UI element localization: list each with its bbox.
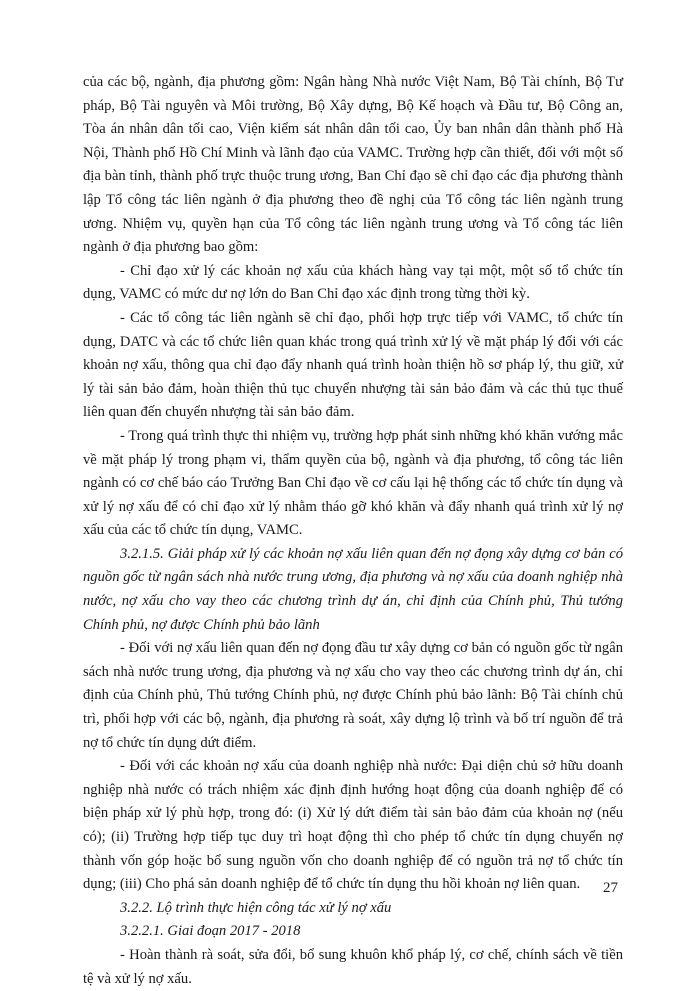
section-heading-3-2-2-1: 3.2.2.1. Giai đoạn 2017 - 2018 — [120, 923, 301, 940]
paragraph-bullet-5: - Đối với các khoản nợ xấu của doanh nghiệp nhà nước: Đại diện chủ sở hữu doanh nghiệp nhà nước có trách nhiệm xác định định hướng hoạt động của doanh nghiệp để có biện pháp xử lý phù hợp, trong đó: (i) Xử lý dứt điểm tài sản bảo đảm của khoản nợ (nếu có); (ii) Trường hợp tiếp tục duy trì hoạt động thì cho phép tổ chức tín dụng chuyển nợ thành vốn góp hoặc bổ sung nguồn vốn cho doanh nghiệp để có nguồn trả nợ tổ chức tín dụng; (iii) Cho phá sản doanh nghiệp để tổ chức tín dụng thu hồi khoản nợ liên quan. — [83, 758, 623, 893]
paragraph-bullet-1: - Chỉ đạo xử lý các khoản nợ xấu của khách hàng vay tại một, một số tổ chức tín dụng, VAMC có mức dư nợ lớn do Ban Chỉ đạo xác định trong từng thời kỳ. — [83, 262, 623, 303]
page-body — [83, 71, 623, 991]
paragraph-continued-members: của các bộ, ngành, địa phương gồm: Ngân hàng Nhà nước Việt Nam, Bộ Tài chính, Bộ Tư pháp, Bộ Tài nguyên và Môi trường, Bộ Xây dựng, Bộ Kế hoạch và Đầu tư, Bộ Công an, Tòa án nhân dân tối cao, Viện kiểm sát nhân dân tối cao, Ủy ban nhân dân thành phố Hà Nội, Thành phố Hồ Chí Minh và lãnh đạo của VAMC. Trường hợp cần thiết, đối với một số địa bàn tỉnh, thành phố trực thuộc trung ương, Ban Chỉ đạo sẽ chỉ đạo các địa phương thành lập Tổ công tác liên ngành ở địa phương theo đề nghị của Tổ công tác liên ngành trung ương. Nhiệm vụ, quyền hạn của Tổ công tác liên ngành trung ương và Tổ công tác liên ngành ở địa phương bao gồm: — [83, 74, 623, 256]
paragraph-bullet-4: - Đối với nợ xấu liên quan đến nợ đọng đầu tư xây dựng cơ bản có nguồn gốc từ ngân sách nhà nước trung ương, địa phương và nợ xấu cho vay theo các chương trình dự án, chỉ định của Chính phủ, Thủ tướng Chính phủ, nợ được Chính phủ bảo lãnh: Bộ Tài chính chủ trì, phối hợp với các bộ, ngành, địa phương rà soát, xây dựng lộ trình và bố trí nguồn để trả nợ tổ chức tín dụng dứt điểm. — [83, 640, 623, 751]
paragraph-bullet-3: - Trong quá trình thực thi nhiệm vụ, trường hợp phát sinh những khó khăn vướng mắc về mặt pháp lý trong phạm vi, thẩm quyền của bộ, ngành và địa phương, tổ công tác liên ngành có cơ chế báo cáo Trưởng Ban Chỉ đạo về cơ cấu lại hệ thống các tổ chức tín dụng và xử lý nợ xấu để có chỉ đạo xử lý nhằm tháo gỡ khó khăn và đẩy nhanh quá trình xử lý nợ xấu của các tổ chức tín dụng, VAMC. — [83, 427, 623, 539]
section-heading-3-2-1-5: 3.2.1.5. Giải pháp xử lý các khoản nợ xấu liên quan đến nợ đọng xây dựng cơ bản có nguồn gốc từ ngân sách nhà nước trung ương, địa phương và nợ xấu của doanh nghiệp nhà nước, nợ xấu cho vay theo các chương trình dự án, chỉ định của Chính phủ, Thủ tướng Chính phủ, nợ được Chính phủ bảo lãnh — [83, 545, 623, 633]
paragraph-bullet-2: - Các tổ công tác liên ngành sẽ chỉ đạo, phối hợp trực tiếp với VAMC, tổ chức tín dụng, DATC và các tổ chức liên quan khác trong quá trình xử lý về mặt pháp lý đối với các khoản nợ xấu, thông qua chỉ đạo đẩy nhanh quá trình hoàn thiện hồ sơ pháp lý, thu giữ, xử lý tài sản bảo đảm, hoàn thiện thủ tục chuyển nhượng tài sản bảo đảm và các thủ tục thuế liên quan đến chuyển nhượng tài sản bảo đảm. — [83, 309, 623, 421]
section-heading-3-2-2: 3.2.2. Lộ trình thực hiện công tác xử lý nợ xấu — [120, 899, 392, 916]
page-number: 27 — [603, 880, 618, 896]
paragraph-bullet-6: - Hoàn thành rà soát, sửa đổi, bổ sung khuôn khổ pháp lý, cơ chế, chính sách về tiền tệ và xử lý nợ xấu. — [83, 946, 623, 987]
